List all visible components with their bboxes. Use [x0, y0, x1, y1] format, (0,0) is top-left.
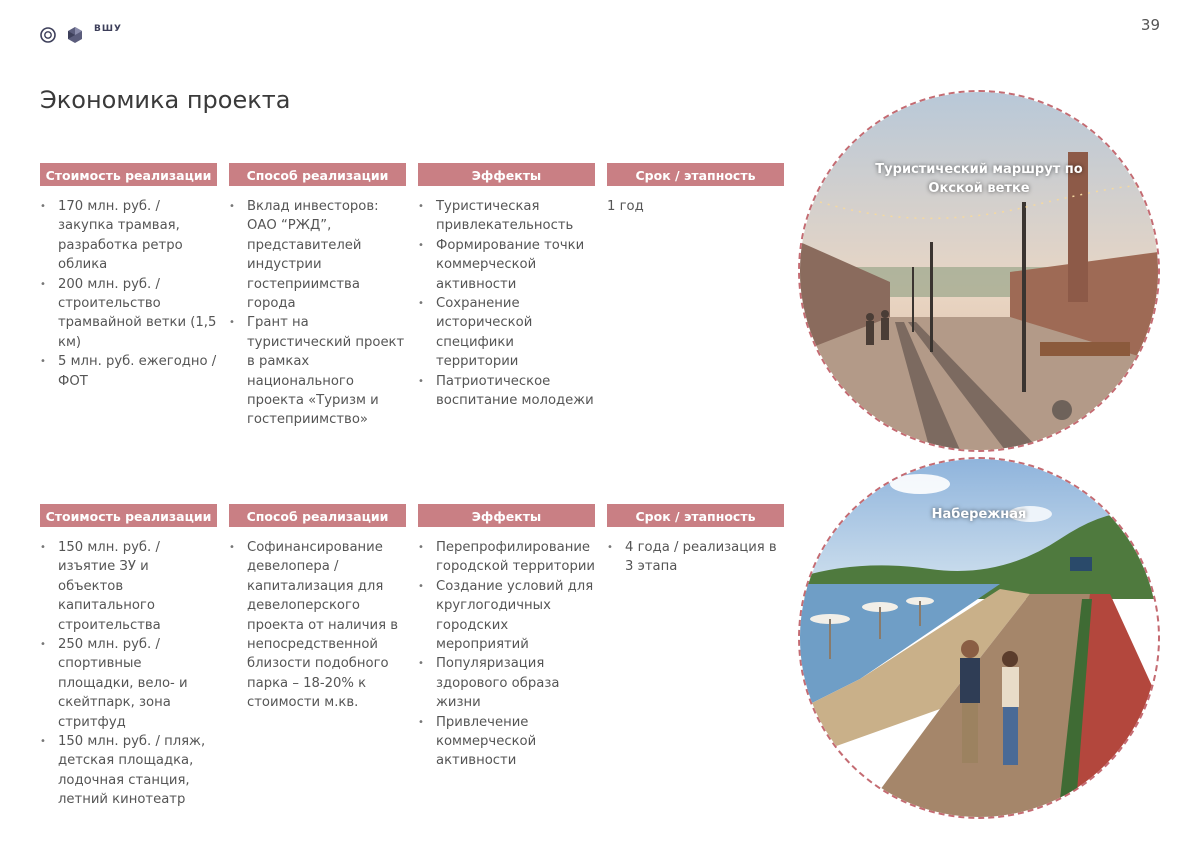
list-item: • 170 млн. руб. / закупка трамвая, разработка ретро облика	[40, 197, 217, 275]
list-item: • Патриотическое воспитание молодежи	[418, 372, 595, 411]
logo-group	[40, 24, 122, 46]
project-row-tram	[40, 163, 784, 430]
method-header: Способ реализации	[229, 504, 406, 527]
list-item: • Популяризация здорового образа жизни	[418, 654, 595, 712]
method-list	[229, 197, 406, 430]
effects-header: Эффекты	[418, 163, 595, 186]
cost-header: Стоимость реализации	[40, 504, 217, 527]
term-header: Срок / этапность	[607, 163, 784, 186]
cost-list	[40, 538, 217, 810]
tram-route-image	[798, 90, 1160, 452]
list-item: • 250 млн. руб. / спортивные площадки, вело- и скейтпарк, зона стритфуд	[40, 635, 217, 732]
emblem-icon	[40, 27, 56, 43]
list-item: • 150 млн. руб. / пляж, детская площадка, лодочная станция, летний кинотеатр	[40, 732, 217, 810]
list-item: • Софинансирование девелопера / капитализация для девелоперского проекта от наличия в непосредственной близости подобного парка – 18-20% к стоимости м.кв.	[229, 538, 406, 713]
project-row-embankment	[40, 504, 784, 810]
list-item: • Сохранение исторической специфики территории	[418, 294, 595, 372]
list-item: • 4 года / реализация в 3 этапа	[607, 538, 784, 577]
cost-header: Стоимость реализации	[40, 163, 217, 186]
list-item: 1 год	[607, 199, 644, 214]
cost-column	[40, 504, 217, 810]
list-item: • Туристическая привлекательность	[418, 197, 595, 236]
cost-list	[40, 197, 217, 391]
list-item: • Вклад инвесторов: ОАО “РЖД”, представителей индустрии гостеприимства города	[229, 197, 406, 313]
list-item: • 150 млн. руб. / изъятие ЗУ и объектов капитального строительства	[40, 538, 217, 635]
method-list	[229, 538, 406, 713]
effects-column	[418, 163, 595, 430]
cost-column	[40, 163, 217, 430]
tram-route-label: Туристический маршрут по Окской ветке	[875, 162, 1083, 196]
term-column	[607, 504, 784, 810]
method-header: Способ реализации	[229, 163, 406, 186]
list-item: • Перепрофилирование городской территории	[418, 538, 595, 577]
method-column	[229, 163, 406, 430]
tram-route-illustration	[800, 92, 1158, 450]
term-header: Срок / этапность	[607, 504, 784, 527]
list-item: • 200 млн. руб. / строительство трамвайной ветки (1,5 км)	[40, 275, 217, 353]
embankment-image	[798, 457, 1160, 819]
vshu-logo: ВШУ	[94, 24, 122, 34]
page-number: 39	[1140, 16, 1160, 34]
effects-column	[418, 504, 595, 810]
list-item: • Привлечение коммерческой активности	[418, 713, 595, 771]
list-item: • Грант на туристический проект в рамках национального проекта «Туризм и гостеприимство»	[229, 313, 406, 429]
term-list	[607, 538, 784, 577]
list-item: • Создание условий для круглогодичных городских мероприятий	[418, 577, 595, 655]
crystal-logo-icon	[66, 26, 84, 44]
effects-list	[418, 197, 595, 410]
embankment-label: Набережная	[931, 507, 1027, 522]
effects-list	[418, 538, 595, 771]
effects-header: Эффекты	[418, 504, 595, 527]
method-column	[229, 504, 406, 810]
list-item: • 5 млн. руб. ежегодно / ФОТ	[40, 352, 217, 391]
term-column	[607, 163, 784, 430]
term-list	[607, 197, 784, 216]
page-title: Экономика проекта	[40, 86, 291, 114]
list-item: • Формирование точки коммерческой активности	[418, 236, 595, 294]
